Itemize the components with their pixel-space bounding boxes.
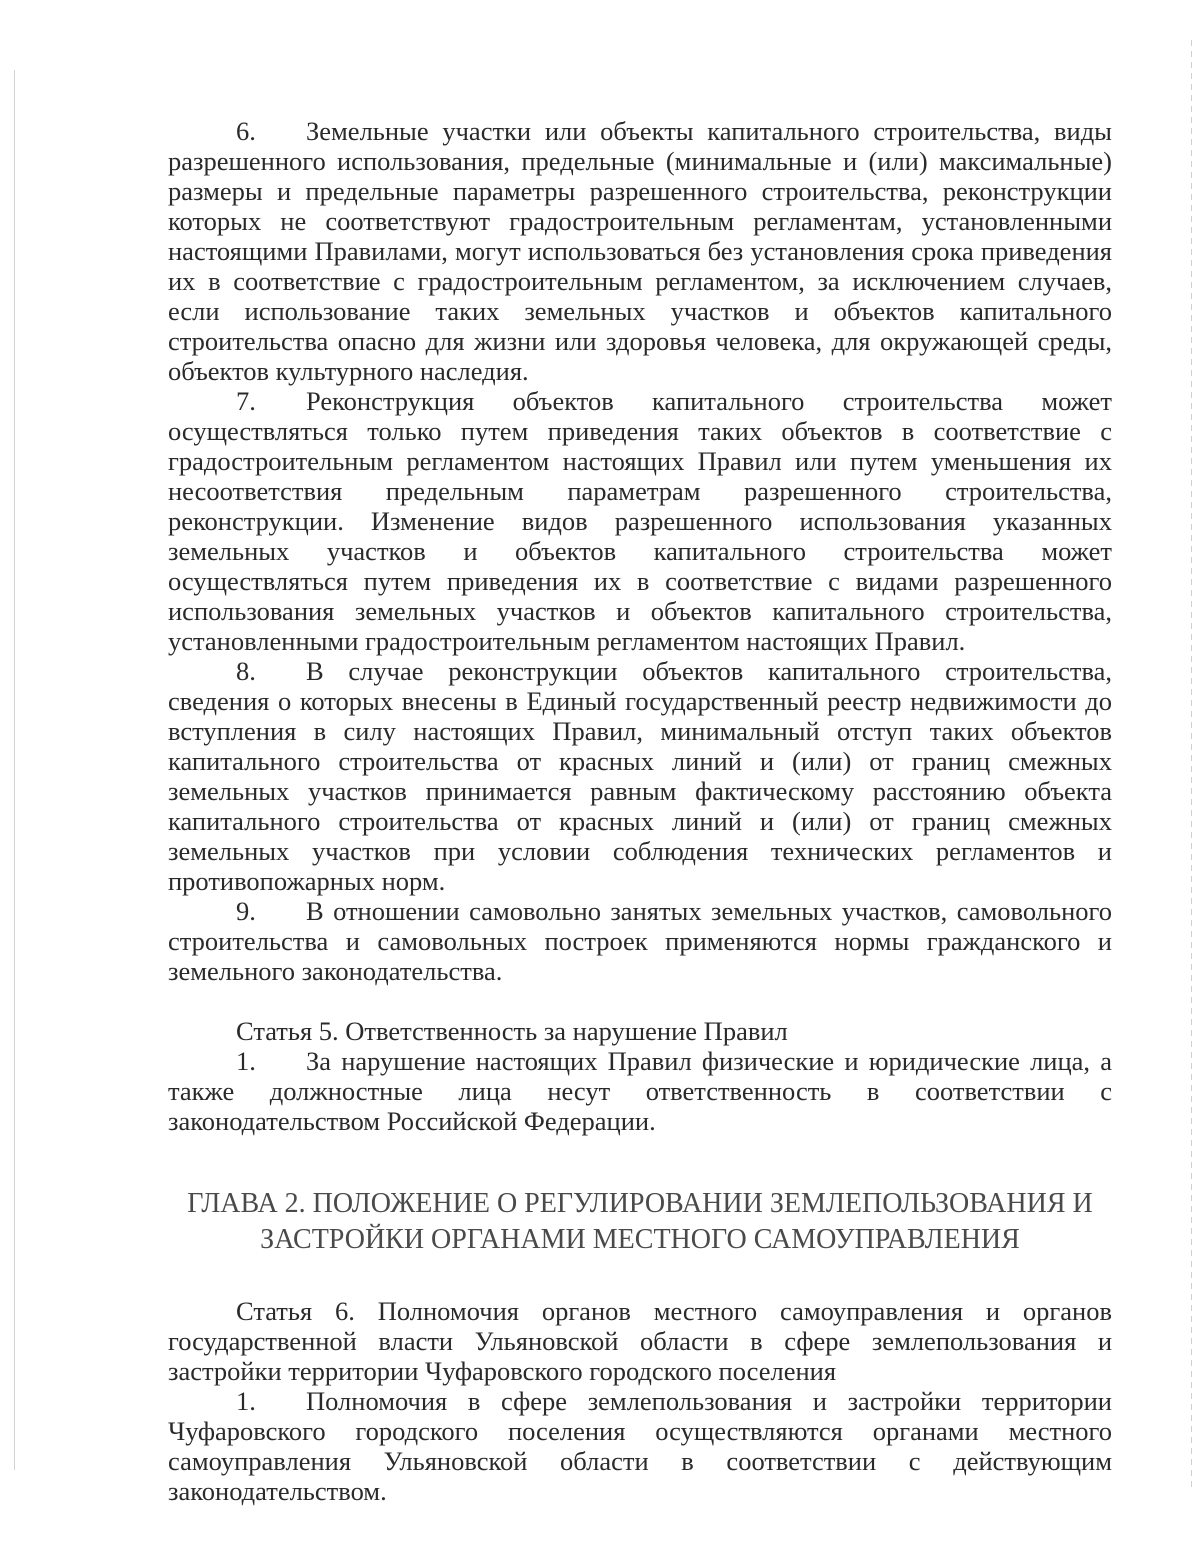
chapter-2-heading-line-1: ГЛАВА 2. ПОЛОЖЕНИЕ О РЕГУЛИРОВАНИИ ЗЕМЛЕПОЛЬЗОВАНИЯ И: [187, 1188, 1093, 1219]
item-8: [168, 656, 1112, 896]
item-text: Реконструкция объектов капитального строительства может осуществляться только путем приведения таких объектов в соответствие с градостроительным регламентом настоящих Правил или путем уменьшения их несоответствия предельным параметрам разрешенного строительства, реконструкции. Изменение видов разрешенного использования указанных земельных участков и объектов капитального строительства может осуществляться путем приведения их в соответствие с видами разрешенного использования земельных участков и объектов капитального строительства, установленными градостроительным регламентом настоящих Правил.: [168, 386, 1112, 656]
item-number: 9.: [236, 896, 256, 926]
article-6-title: Статья 6. Полномочия органов местного самоуправления и органов государственной власти Ульяновской области в сфере землепользования и застройки территории Чуфаровского городского поселения: [168, 1296, 1112, 1386]
article-6-item-1: [168, 1386, 1112, 1506]
item-text: Полномочия в сфере землепользования и застройки территории Чуфаровского городского поселения осуществляются органами местного самоуправления Ульяновской области в соответствии с действующим законодательством.: [168, 1386, 1112, 1506]
article-5-title: Статья 5. Ответственность за нарушение Правил: [236, 1016, 788, 1046]
item-7: [168, 386, 1112, 656]
item-number: 1.: [236, 1046, 256, 1076]
item-text: В случае реконструкции объектов капитального строительства, сведения о которых внесены в Единый государственный реестр недвижимости до вступления в силу настоящих Правил, минимальный отступ таких объектов капитального строительства от красных линий и (или) от границ смежных земельных участков принимается равным фактическому расстоянию объекта капитального строительства от красных линий и (или) от границ смежных земельных участков при условии соблюдения технических регламентов и противопожарных норм.: [168, 656, 1112, 896]
item-number: 6.: [236, 116, 256, 146]
scan-edge-left: [14, 70, 15, 1470]
item-9: [168, 896, 1112, 986]
chapter-2-heading: [168, 1186, 1112, 1258]
document-page: [168, 116, 1112, 1506]
item-number: 7.: [236, 386, 256, 416]
item-text: Земельные участки или объекты капитального строительства, виды разрешенного использования, предельные (минимальные и (или) максимальные) размеры и предельные параметры разрешенного строительства, реконструкции которых не соответствуют градостроительным регламентам, установленными настоящими Правилами, могут использоваться без установления срока приведения их в соответствие с градостроительным регламентом, за исключением случаев, если использование таких земельных участков и объектов капитального строительства опасно для жизни или здоровья человека, для окружающей среды, объектов культурного наследия.: [168, 116, 1112, 386]
item-number: 8.: [236, 656, 256, 686]
item-text: В отношении самовольно занятых земельных участков, самовольного строительства и самовольных построек применяются нормы гражданского и земельного законодательства.: [168, 896, 1112, 986]
item-text: За нарушение настоящих Правил физические и юридические лица, а также должностные лица несут ответственность в соответствии с законодательством Российской Федерации.: [168, 1046, 1112, 1136]
item-6: [168, 116, 1112, 386]
chapter-2-heading-line-2: ЗАСТРОЙКИ ОРГАНАМИ МЕСТНОГО САМОУПРАВЛЕНИЯ: [260, 1224, 1020, 1255]
scan-edge-right: [1191, 40, 1192, 1490]
item-number: 1.: [236, 1386, 256, 1416]
article-5-item-1: [168, 1046, 1112, 1136]
